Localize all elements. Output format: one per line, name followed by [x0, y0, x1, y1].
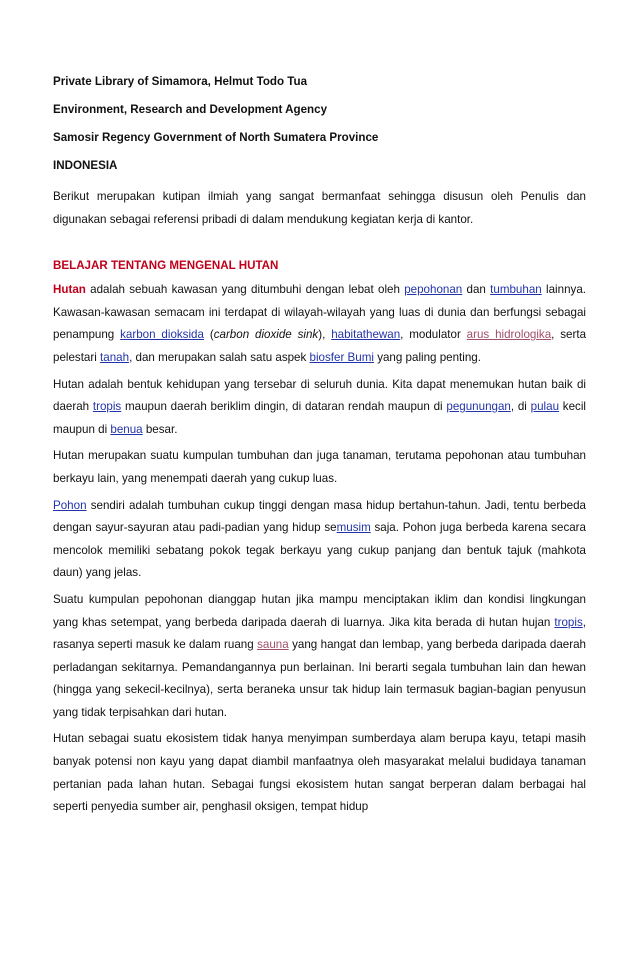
- text: , serta pelestari: [53, 328, 587, 364]
- section-title: BELAJAR TENTANG MENGENAL HUTAN: [53, 259, 279, 273]
- link-biosfer-bumi[interactable]: biosfer Bumi: [309, 350, 374, 364]
- text: lainnya. Kawasan-kawasan semacam ini terdapat di wilayah-wilayah yang luas di dunia dan berfungsi sebagai penampung: [53, 283, 586, 342]
- paragraph-2: [53, 374, 586, 442]
- link-pegunungan[interactable]: pegunungan: [446, 400, 511, 414]
- text: yang paling penting.: [373, 350, 481, 364]
- text: saja. Pohon juga berbeda karena secara mencolok memiliki sebatang pokok tegak berkayu yang cukup panjang dan bentuk tajuk (mahkota daun) yang jelas.: [53, 521, 586, 580]
- link-karbon-dioksida[interactable]: karbon dioksida: [120, 328, 204, 342]
- text: sendiri adalah tumbuhan cukup tinggi dengan masa hidup bertahun-tahun. Jadi, tentu berbeda dengan sayur-sayuran atau padi-padian yang hidup se: [53, 498, 586, 535]
- paragraph-6: Hutan sebagai suatu ekosistem tidak hanya menyimpan sumberdaya alam berupa kayu, tetapi masih banyak potensi non kayu yang dapat diambil manfaatnya oleh masyarakat melalui budidaya tanaman pertanian pada lahan hutan. Sebagai fungsi ekosistem hutan sangat berperan dalam berbagai hal seperti penyedia sumber air, penghasil oksigen, tempat hidup: [53, 732, 586, 814]
- intro-paragraph: Berikut merupakan kutipan ilmiah yang sangat bermanfaat sehingga disusun oleh Penulis dan digunakan sebagai referensi pribadi di dalam mendukung kegiatan kerja di kantor.: [53, 190, 586, 226]
- text: (: [203, 328, 214, 342]
- link-pohon[interactable]: Pohon: [53, 498, 87, 512]
- link-musim[interactable]: musim: [336, 521, 371, 535]
- italic-sink: carbon dioxide sink: [213, 328, 319, 342]
- text: , modulator: [400, 328, 467, 342]
- header-government: Samosir Regency Government of North Sumatera Province: [53, 131, 379, 144]
- paragraph-3: Hutan merupakan suatu kumpulan tumbuhan dan juga tanaman, terutama pepohonan atau tumbuhan berkayu lain, yang menempati daerah yang cukup luas.: [53, 449, 586, 485]
- link-arus-hidrologika[interactable]: arus hidrologika: [466, 328, 552, 342]
- link-tropis-2[interactable]: tropis: [554, 615, 583, 629]
- header-country: INDONESIA: [53, 159, 118, 172]
- paragraph-5: [53, 589, 586, 725]
- link-tumbuhan[interactable]: tumbuhan: [490, 283, 542, 297]
- link-pepohonan[interactable]: pepohonan: [404, 283, 463, 297]
- text: dan: [462, 283, 491, 297]
- link-habitathewan[interactable]: habitathewan: [331, 328, 401, 342]
- link-tropis[interactable]: tropis: [92, 400, 122, 414]
- text: besar.: [142, 422, 178, 436]
- header-agency: Environment, Research and Development Agency: [53, 103, 328, 116]
- link-pulau[interactable]: pulau: [530, 400, 560, 414]
- link-benua[interactable]: benua: [110, 422, 143, 436]
- link-sauna[interactable]: sauna: [257, 638, 289, 652]
- paragraph-4: [53, 495, 586, 585]
- text: , dan merupakan salah satu aspek: [129, 350, 310, 364]
- text: maupun daerah beriklim dingin, di dataran rendah maupun di: [121, 400, 447, 414]
- header-library: Private Library of Simamora, Helmut Todo Tua: [53, 75, 308, 88]
- paragraph-1: [53, 279, 586, 369]
- term-hutan: Hutan: [53, 283, 86, 297]
- text: yang hangat dan lembap, yang berbeda daripada daerah perladangan sekitarnya. Pemandangannya pun berlainan. Ini berarti segala tumbuhan lain dan hewan (hingga yang sekecil-kecilnya), serta beraneka unsur tak hidup lain termasuk bagian-bagian penyusun yang tidak terpisahkan dari hutan.: [53, 638, 586, 719]
- text: Suatu kumpulan pepohonan dianggap hutan jika mampu menciptakan iklim dan kondisi lingkungan yang khas setempat, yang berbeda daripada daerah di luarnya. Jika kita berada di hutan hujan: [53, 592, 586, 629]
- link-tanah[interactable]: tanah: [100, 350, 130, 364]
- text: , rasanya seperti masuk ke dalam ruang: [53, 615, 586, 652]
- text: ),: [318, 328, 332, 342]
- text: Hutan adalah bentuk kehidupan yang tersebar di seluruh dunia. Kita dapat menemukan hutan baik di daerah: [53, 377, 586, 414]
- text: kecil maupun di: [53, 400, 586, 436]
- text: , di: [510, 400, 531, 414]
- text: adalah sebuah kawasan yang ditumbuhi dengan lebat oleh: [85, 283, 405, 297]
